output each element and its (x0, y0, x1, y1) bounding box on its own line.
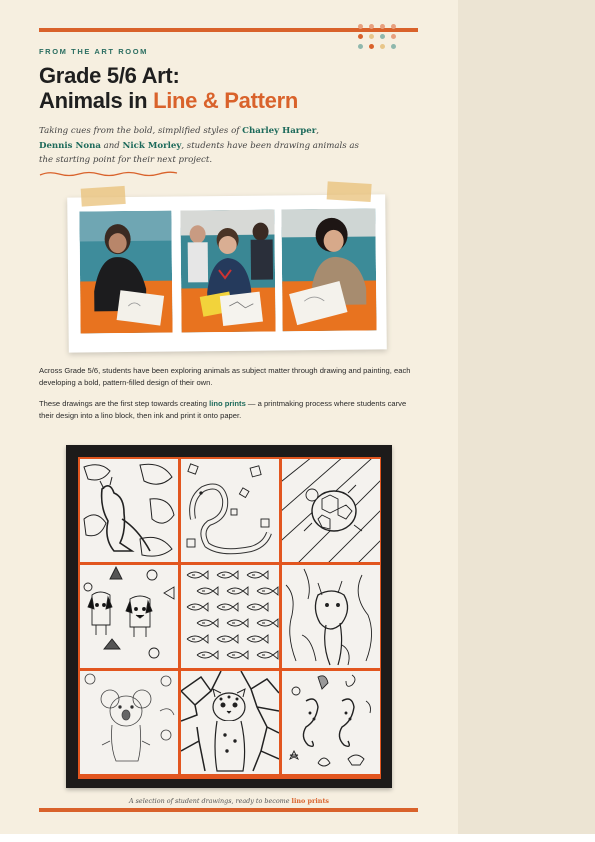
caption-text: A selection of student drawings, ready to become (129, 797, 292, 805)
fish-shape (227, 619, 248, 627)
tape-strip (327, 181, 372, 202)
decorative-dot (380, 24, 385, 29)
section-kicker: FROM THE ART ROOM (39, 47, 148, 56)
decorative-dot (358, 24, 363, 29)
caption-accent: lino prints (291, 797, 329, 805)
fish-shape (247, 603, 268, 611)
artist-nick-morley: Nick Morley (122, 140, 182, 151)
fish-shape (217, 635, 238, 643)
drawing-giraffe (282, 565, 380, 668)
decorative-dot (358, 44, 363, 49)
title-line-1: Grade 5/6 Art: (39, 63, 180, 88)
page-title (39, 63, 298, 113)
side-margin (458, 0, 595, 834)
fish-shape (217, 603, 238, 611)
fish-shape (247, 571, 268, 579)
fish-shape (187, 603, 208, 611)
drawing-turtle (282, 459, 380, 562)
decorative-dot (391, 44, 396, 49)
drawing-snake (181, 459, 279, 562)
intro-text: Taking cues from the bold, simplified styles of (39, 126, 243, 136)
body-paragraph-2 (39, 398, 419, 421)
fish-shape (197, 587, 218, 595)
drawing-kangaroo (80, 459, 178, 562)
fish-shape (247, 635, 268, 643)
intro-text: and (100, 140, 123, 151)
title-line-2-prefix: Animals in (39, 88, 154, 113)
fish-shape (227, 651, 248, 659)
drawing-koala (80, 671, 178, 774)
paragraph-text: — a printmaking process where students carve their design into a lino block, then ink and print it onto paper. (39, 399, 407, 420)
fish-shape (257, 587, 278, 595)
body-paragraph-1: Across Grade 5/6, students have been exploring animals as subject matter through drawing and painting, each developing a bold, pattern-filled design of their own. (39, 366, 411, 387)
fish-shape (257, 619, 278, 627)
lino-prints-highlight: lino prints (209, 399, 246, 408)
fish-shape (257, 651, 278, 659)
drawing-seahorses (282, 671, 380, 774)
fish-shape (197, 619, 218, 627)
decorative-dot (391, 34, 396, 39)
decorative-dot (380, 34, 385, 39)
title-accent: Line & Pattern (153, 88, 298, 113)
decorative-dot (358, 34, 363, 39)
fish-shape (197, 651, 218, 659)
artist-dennis-nona: Dennis Nona (39, 140, 101, 151)
decorative-dots (358, 24, 397, 49)
title-line-2 (39, 88, 298, 113)
decorative-dot (369, 24, 374, 29)
drawings-grid (78, 457, 381, 779)
squiggle-underline (39, 170, 179, 178)
tape-strip (81, 186, 126, 207)
decorative-dot (380, 44, 385, 49)
drawing-fish (181, 565, 279, 668)
classroom-photo-card (67, 194, 387, 352)
paragraph-text: These drawings are the first step towards creating (39, 399, 210, 408)
student-drawings-board (66, 445, 392, 788)
fish-shape (227, 587, 248, 595)
fish-shape (187, 571, 208, 579)
decorative-dot (369, 34, 374, 39)
photo-student-3 (281, 208, 376, 331)
drawing-dogs (80, 565, 178, 668)
photo-student-1 (79, 211, 172, 334)
decorative-dot (391, 24, 396, 29)
intro-paragraph (39, 124, 369, 168)
fish-shape (217, 571, 238, 579)
intro-text: , (316, 126, 320, 136)
artist-charley-harper: Charley Harper (242, 126, 317, 136)
decorative-dot (369, 44, 374, 49)
bottom-accent-bar (39, 808, 418, 812)
fish-shape (187, 635, 208, 643)
figure-caption (0, 797, 458, 805)
intro-text: , students have been drawing animals as the starting point for their next project. (39, 140, 359, 165)
drawing-leopard (181, 671, 279, 774)
photo-student-2 (180, 210, 275, 333)
